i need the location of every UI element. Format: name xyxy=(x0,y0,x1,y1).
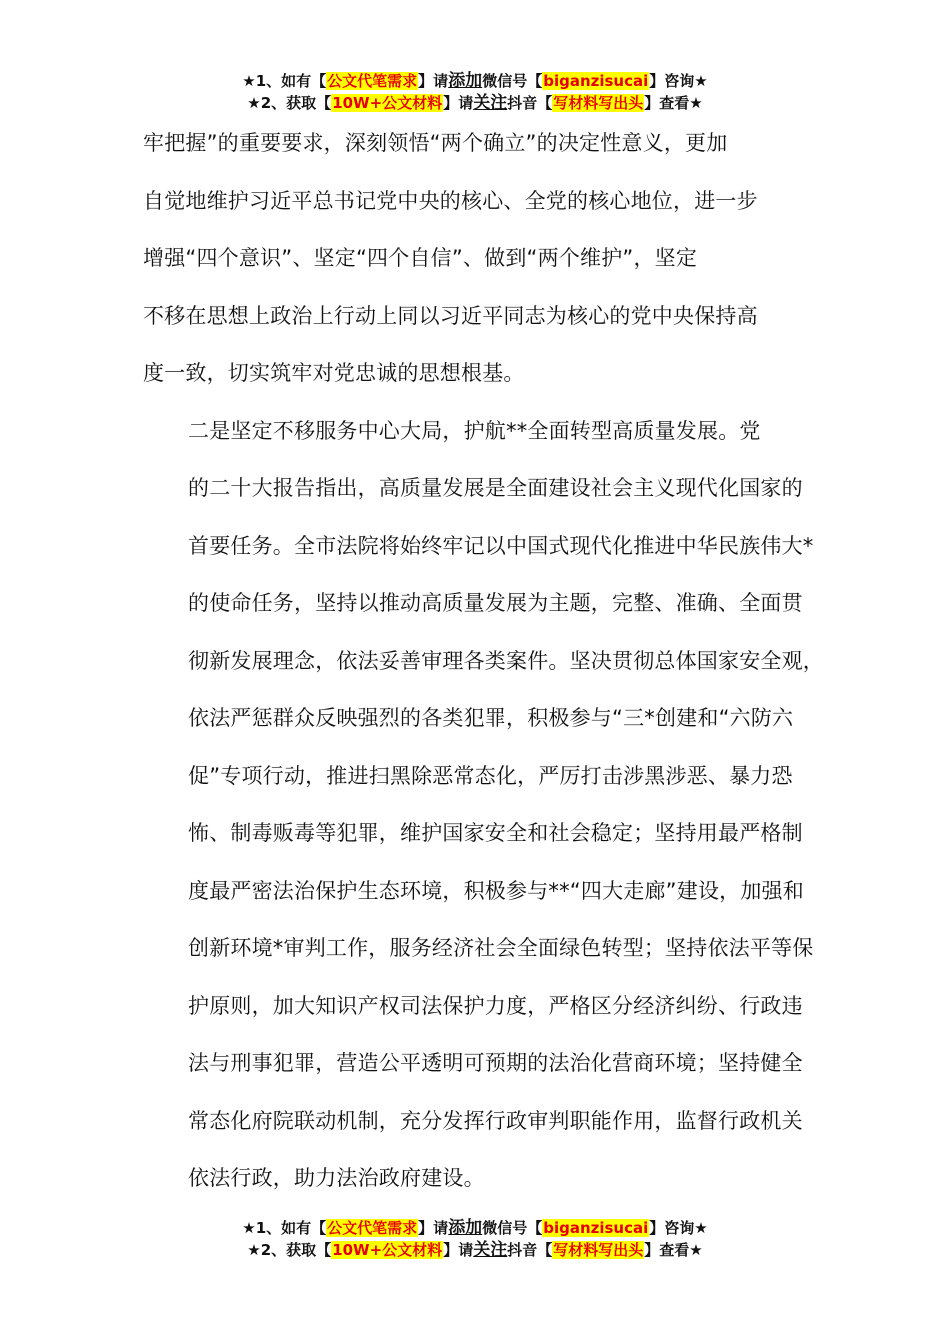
banner-underline: 关注 xyxy=(473,1240,508,1260)
banner-highlight: 写材料写出头 xyxy=(553,1241,644,1259)
footer-banner xyxy=(0,1217,950,1261)
banner-highlight: 写材料写出头 xyxy=(553,94,644,112)
text-line: 二是坚定不移服务中心大局，护航**全面转型高质量发展。党 xyxy=(188,418,761,443)
banner-text: 微信号【 xyxy=(482,72,543,90)
text-line: 常态化府院联动机制，充分发挥行政审判职能作用，监督行政机关 xyxy=(188,1108,803,1133)
banner-underline: 添加 xyxy=(448,71,483,91)
banner-underline: 关注 xyxy=(473,93,508,113)
text-line: 的使命任务，坚持以推动高质量发展为主题，完整、准确、全面贯 xyxy=(188,591,803,615)
banner-text: 】查看★ xyxy=(644,1241,703,1259)
document-body xyxy=(143,115,824,1208)
banner-line-2 xyxy=(0,92,950,114)
text-line: 怖、制毒贩毒等犯罪，维护国家安全和社会稳定；坚持用最严格制 xyxy=(188,821,803,845)
banner-highlight: biganzisucai xyxy=(543,1219,649,1237)
banner-text: 抖音【 xyxy=(507,94,553,112)
text-line: 促”专项行动，推进扫黑除恶常态化，严厉打击涉黑涉恶、暴力恐 xyxy=(188,763,793,788)
text-line: 度一致，切实筑牢对党忠诚的思想根基。 xyxy=(143,361,525,385)
banner-line-1 xyxy=(0,1217,950,1239)
banner-underline: 添加 xyxy=(448,1218,483,1238)
banner-text: 微信号【 xyxy=(482,1219,543,1237)
text-line: 彻新发展理念，依法妥善审理各类案件。坚决贯彻总体国家安全观， xyxy=(188,648,824,673)
banner-line-1 xyxy=(0,70,950,92)
banner-line-2 xyxy=(0,1239,950,1261)
text-line: 依法行政，助力法治政府建设。 xyxy=(188,1166,485,1190)
banner-text: 】查看★ xyxy=(644,94,703,112)
banner-highlight: 公文代笔需求 xyxy=(327,72,418,90)
banner-text: 】请 xyxy=(418,1219,449,1237)
banner-text: 】咨询★ xyxy=(649,72,708,90)
banner-text: 抖音【 xyxy=(507,1241,553,1259)
banner-text: 】请 xyxy=(443,1241,474,1259)
text-line: 首要任务。全市法院将始终牢记以中国式现代化推进中华民族伟大* xyxy=(188,533,814,558)
text-line: 依法严惩群众反映强烈的各类犯罪，积极参与“三*创建和“六防六 xyxy=(188,706,794,730)
text-line: 护原则，加大知识产权司法保护力度，严格区分经济纠纷、行政违 xyxy=(188,993,803,1018)
banner-text: ★2、获取【 xyxy=(247,94,332,112)
text-line: 不移在思想上政治上行动上同以习近平同志为核心的党中央保持高 xyxy=(143,303,758,328)
banner-highlight: biganzisucai xyxy=(543,72,649,90)
banner-text: ★2、获取【 xyxy=(247,1241,332,1259)
text-line: 增强“四个意识”、坚定“四个自信”、做到“两个维护”，坚定 xyxy=(143,246,698,270)
banner-text: 】请 xyxy=(443,94,474,112)
header-banner xyxy=(0,70,950,114)
paragraph-2 xyxy=(143,403,824,1208)
banner-highlight: 公文代笔需求 xyxy=(327,1219,418,1237)
text-line: 法与刑事犯罪，营造公平透明可预期的法治化营商环境；坚持健全 xyxy=(188,1051,803,1075)
text-line: 创新环境*审判工作，服务经济社会全面绿色转型；坚持依法平等保 xyxy=(188,936,814,960)
banner-text: ★1、如有【 xyxy=(242,1219,327,1237)
text-line: 牢把握”的重要要求，深刻领悟“两个确立”的决定性意义，更加 xyxy=(143,131,728,155)
banner-highlight: 10W+公文材料 xyxy=(332,1241,443,1259)
banner-highlight: 10W+公文材料 xyxy=(332,94,443,112)
text-line: 的二十大报告指出，高质量发展是全面建设社会主义现代化国家的 xyxy=(188,476,803,500)
text-line: 自觉地维护习近平总书记党中央的核心、全党的核心地位，进一步 xyxy=(143,188,758,213)
banner-text: 】请 xyxy=(418,72,449,90)
banner-text: ★1、如有【 xyxy=(242,72,327,90)
banner-text: 】咨询★ xyxy=(649,1219,708,1237)
paragraph-1 xyxy=(143,115,815,403)
text-line: 度最严密法治保护生态环境，积极参与**“四大走廊”建设，加强和 xyxy=(188,878,804,903)
